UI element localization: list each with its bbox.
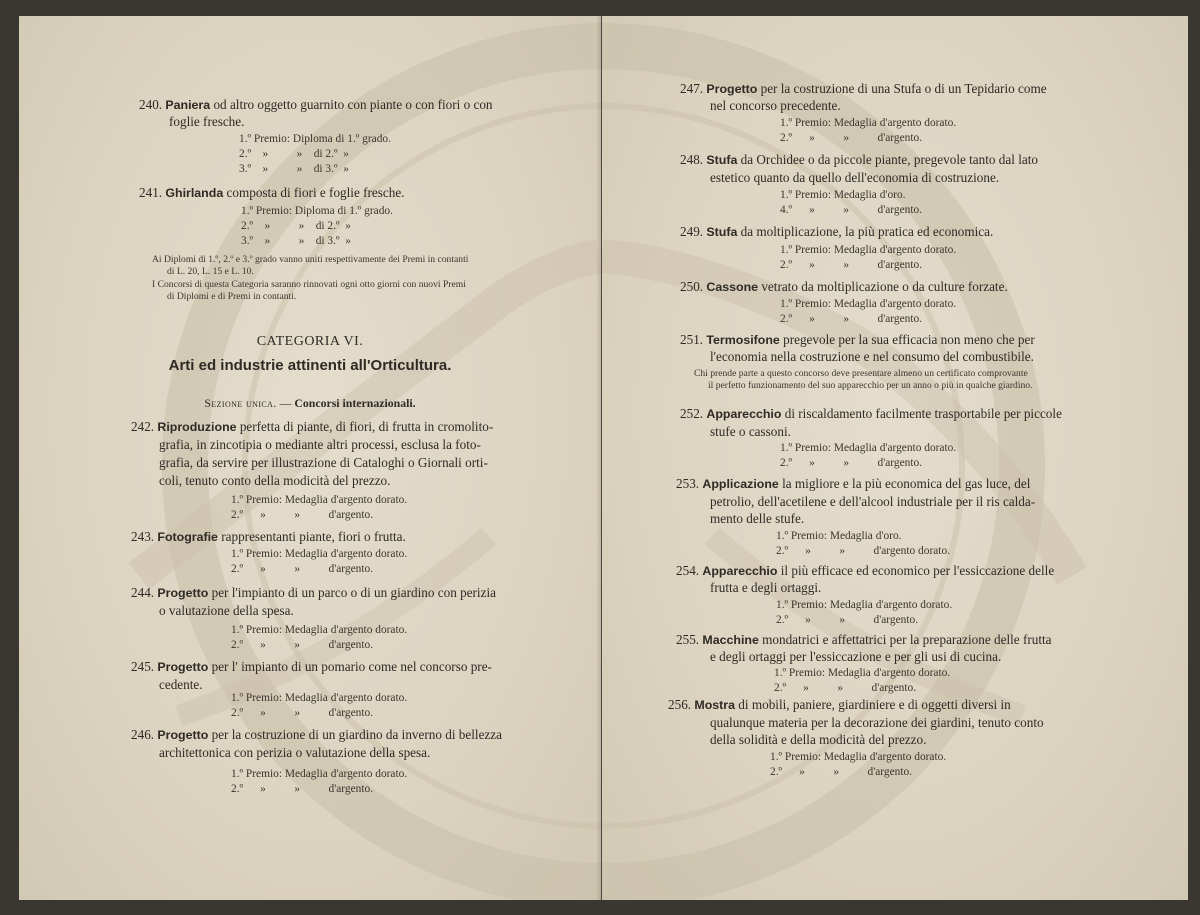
entry-text: per l' impianto di un pomario come nel concorso pre- — [208, 659, 492, 674]
entry-text: della solidità e della modicità del prezzo. — [710, 732, 927, 747]
prize-2: 2.º » » d'argento. — [231, 707, 374, 719]
prize-2: 2.º » » d'argento. — [780, 457, 923, 469]
prize-1: 1.º Premio: Medaglia d'argento dorato. — [770, 751, 947, 763]
note-line: di L. 20, L. 15 e L. 10. — [167, 266, 254, 277]
prize-2: 2.º » » di 2.º » — [239, 148, 349, 160]
prize-1: 1.º Premio: Diploma di 1.º grado. — [241, 205, 393, 217]
entry-text: rappresentanti piante, fiori o frutta. — [217, 529, 406, 544]
entry-255 — [676, 631, 1080, 649]
prize-2: 2.º » » d'argento. — [231, 783, 374, 795]
entry-text: cedente. — [159, 677, 203, 692]
note-line: di Diplomi e di Premi in contanti. — [167, 291, 297, 302]
entry-keyword: Paniera — [165, 98, 211, 112]
entry-number: 245. — [131, 659, 155, 674]
prize-1: 1.º Premio: Medaglia d'argento dorato. — [780, 244, 957, 256]
prize-1: 1.º Premio: Medaglia d'argento dorato. — [231, 768, 408, 780]
prize-1: 1.º Premio: Medaglia d'argento dorato. — [231, 692, 408, 704]
prize-1: 1.º Premio: Medaglia d'oro. — [776, 530, 902, 542]
entry-text: coli, tenuto conto della modicità del prezzo. — [159, 473, 391, 488]
entry-250 — [680, 278, 1080, 296]
entry-number: 250. — [680, 279, 704, 294]
entry-text: il più efficace ed economico per l'essiccazione delle — [777, 563, 1055, 578]
entry-text: pregevole per la sua efficacia non meno che per — [779, 332, 1035, 347]
entry-number: 249. — [680, 224, 704, 239]
prize-1: 1.º Premio: Medaglia d'argento dorato. — [780, 298, 957, 310]
prize-1: 1.º Premio: Medaglia d'argento dorato. — [231, 548, 408, 560]
entry-keyword: Progetto — [706, 82, 758, 96]
prize-2: 2.º » » di 2.º » — [241, 220, 351, 232]
entry-text: da Orchidee o da piccole piante, pregevole tanto dal lato — [737, 152, 1038, 167]
prize-2: 4.º » » d'argento. — [780, 204, 923, 216]
category-title: CATEGORIA VI. — [256, 334, 364, 349]
entry-text: mento delle stufe. — [710, 511, 805, 526]
entry-keyword: Ghirlanda — [165, 186, 224, 200]
entry-number: 256. — [668, 697, 692, 712]
note-line: il perfetto funzionamento del suo apparecchio per un anno o più in qualche giardino. — [708, 380, 1033, 391]
prize-1: 1.º Premio: Diploma di 1.º grado. — [239, 133, 391, 145]
entry-number: 243. — [131, 529, 155, 544]
entry-240-cont — [169, 113, 539, 130]
entry-keyword: Stufa — [706, 225, 738, 239]
entry-245 — [131, 658, 527, 676]
entry-244 — [131, 584, 527, 602]
entry-text: nel concorso precedente. — [710, 98, 841, 113]
right-page — [602, 16, 1188, 900]
prize-1: 1.º Premio: Medaglia d'argento dorato. — [231, 624, 408, 636]
entry-text: perfetta di piante, di fiori, di frutta in cromolito- — [236, 419, 494, 434]
entry-text: estetico quanto da quello dell'economia di costruzione. — [710, 170, 1000, 185]
entry-text: mondatrici e affettatrici per la preparazione delle frutta — [758, 632, 1052, 647]
entry-text: architettonica con perizia o valutazione della spesa. — [159, 745, 431, 760]
entry-text: di riscaldamento facilmente trasportabile per piccole — [781, 406, 1062, 421]
entry-240 — [139, 96, 535, 114]
entry-text: per la costruzione di una Stufa o di un Tepidario come — [757, 81, 1047, 96]
entry-253 — [676, 475, 1080, 493]
entry-251 — [680, 331, 1080, 349]
note-line: Chi prende parte a questo concorso deve presentare almeno un certificato comprovante — [694, 368, 1028, 379]
entry-number: 246. — [131, 727, 155, 742]
entry-241 — [139, 184, 535, 202]
entry-keyword: Progetto — [157, 586, 209, 600]
prize-2: 2.º » » d'argento. — [231, 509, 374, 521]
section-name: Concorsi internazionali. — [294, 396, 416, 410]
entry-keyword: Riproduzione — [157, 420, 237, 434]
entry-text: frutta e degli ortaggi. — [710, 580, 822, 595]
entry-246 — [131, 726, 531, 744]
entry-text: la migliore e la più economica del gas luce, del — [778, 476, 1031, 491]
entry-text: stufe o cassoni. — [710, 424, 791, 439]
prize-2: 2.º » » d'argento. — [780, 132, 923, 144]
entry-254 — [676, 562, 1080, 580]
section-label: Sezione unica. — [204, 396, 277, 410]
entry-249 — [680, 223, 1080, 241]
entry-number: 242. — [131, 419, 155, 434]
prize-2: 2.º » » d'argento. — [780, 259, 923, 271]
entry-256 — [668, 696, 1072, 714]
entry-number: 255. — [676, 632, 700, 647]
prize-3: 3.º » » di 3.º » — [239, 163, 349, 175]
entry-text: vetrato da moltiplicazione o da culture forzate. — [758, 279, 1008, 294]
entry-text: qualunque materia per la decorazione dei giardini, tenuto conto — [710, 715, 1044, 730]
entry-keyword: Progetto — [157, 660, 209, 674]
entry-keyword: Mostra — [694, 698, 735, 712]
entry-keyword: Termosifone — [706, 333, 780, 347]
entry-number: 252. — [680, 406, 704, 421]
entry-number: 254. — [676, 563, 700, 578]
prize-2: 2.º » » d'argento. — [231, 639, 374, 651]
entry-text: od altro oggetto guarnito con piante o con fiori o con — [210, 97, 493, 112]
category-subtitle: Arti ed industrie attinenti all'Orticultura. — [168, 357, 452, 374]
entry-keyword: Apparecchio — [702, 564, 778, 578]
left-page — [19, 16, 601, 900]
entry-number: 253. — [676, 476, 700, 491]
prize-1: 1.º Premio: Medaglia d'argento dorato. — [780, 442, 957, 454]
entry-242 — [131, 418, 527, 436]
entry-keyword: Applicazione — [702, 477, 779, 491]
entry-text: o valutazione della spesa. — [159, 603, 294, 618]
prize-2: 2.º » » d'argento. — [770, 766, 913, 778]
note-line: Ai Diplomi di 1.º, 2.º e 3.º grado vanno uniti respettivamente dei Premi in contanti — [152, 254, 469, 265]
entry-247 — [680, 80, 1080, 98]
entry-text: per l'impianto di un parco o di un giardino con perizia — [208, 585, 496, 600]
prize-2: 2.º » » d'argento. — [231, 563, 374, 575]
prize-3: 3.º » » di 3.º » — [241, 235, 351, 247]
prize-1: 1.º Premio: Medaglia d'argento dorato. — [774, 667, 951, 679]
entry-number: 247. — [680, 81, 704, 96]
prize-2: 2.º » » d'argento. — [776, 614, 919, 626]
entry-number: 240. — [139, 97, 163, 112]
prize-1: 1.º Premio: Medaglia d'argento dorato. — [780, 117, 957, 129]
entry-keyword: Apparecchio — [706, 407, 782, 421]
note-line: I Concorsi di questa Categoria saranno rinnovati ogni otto giorni con nuovi Premi — [152, 279, 466, 290]
entry-keyword: Macchine — [702, 633, 759, 647]
prize-1: 1.º Premio: Medaglia d'argento dorato. — [231, 494, 408, 506]
prize-2: 2.º » » d'argento. — [780, 313, 923, 325]
entry-text: e degli ortaggi per l'essiccazione e per gli usi di cucina. — [710, 649, 1002, 664]
entry-keyword: Stufa — [706, 153, 738, 167]
prize-2: 2.º » » d'argento dorato. — [776, 545, 950, 557]
entry-text: composta di fiori e foglie fresche. — [223, 185, 405, 200]
entry-keyword: Progetto — [157, 728, 209, 742]
entry-text: grafia, da servire per illustrazione di Cataloghi o Giornali orti- — [159, 455, 488, 470]
entry-243 — [131, 528, 527, 546]
entry-number: 244. — [131, 585, 155, 600]
section-heading — [19, 396, 601, 411]
entry-text: foglie fresche. — [169, 114, 245, 129]
entry-number: 241. — [139, 185, 163, 200]
entry-text: da moltiplicazione, la più pratica ed economica. — [737, 224, 994, 239]
entry-keyword: Fotografie — [157, 530, 218, 544]
prize-2: 2.º » » d'argento. — [774, 682, 917, 694]
section-separator: — — [276, 396, 295, 410]
prize-1: 1.º Premio: Medaglia d'oro. — [780, 189, 906, 201]
entry-text: l'economia nella costruzione e nel consumo del combustibile. — [710, 349, 1034, 364]
entry-number: 251. — [680, 332, 704, 347]
entry-keyword: Cassone — [706, 280, 759, 294]
entry-text: per la costruzione di un giardino da inverno di bellezza — [208, 727, 502, 742]
entry-text: petrolio, dell'acetilene e dell'alcool industriale per il ris calda- — [710, 494, 1036, 509]
entry-text: di mobili, paniere, giardiniere e di oggetti diversi in — [735, 697, 1011, 712]
entry-252 — [680, 405, 1080, 423]
entry-248 — [680, 151, 1080, 169]
entry-text: grafia, in zincotipia o mediante altri processi, esclusa la foto- — [159, 437, 481, 452]
entry-number: 248. — [680, 152, 704, 167]
prize-1: 1.º Premio: Medaglia d'argento dorato. — [776, 599, 953, 611]
